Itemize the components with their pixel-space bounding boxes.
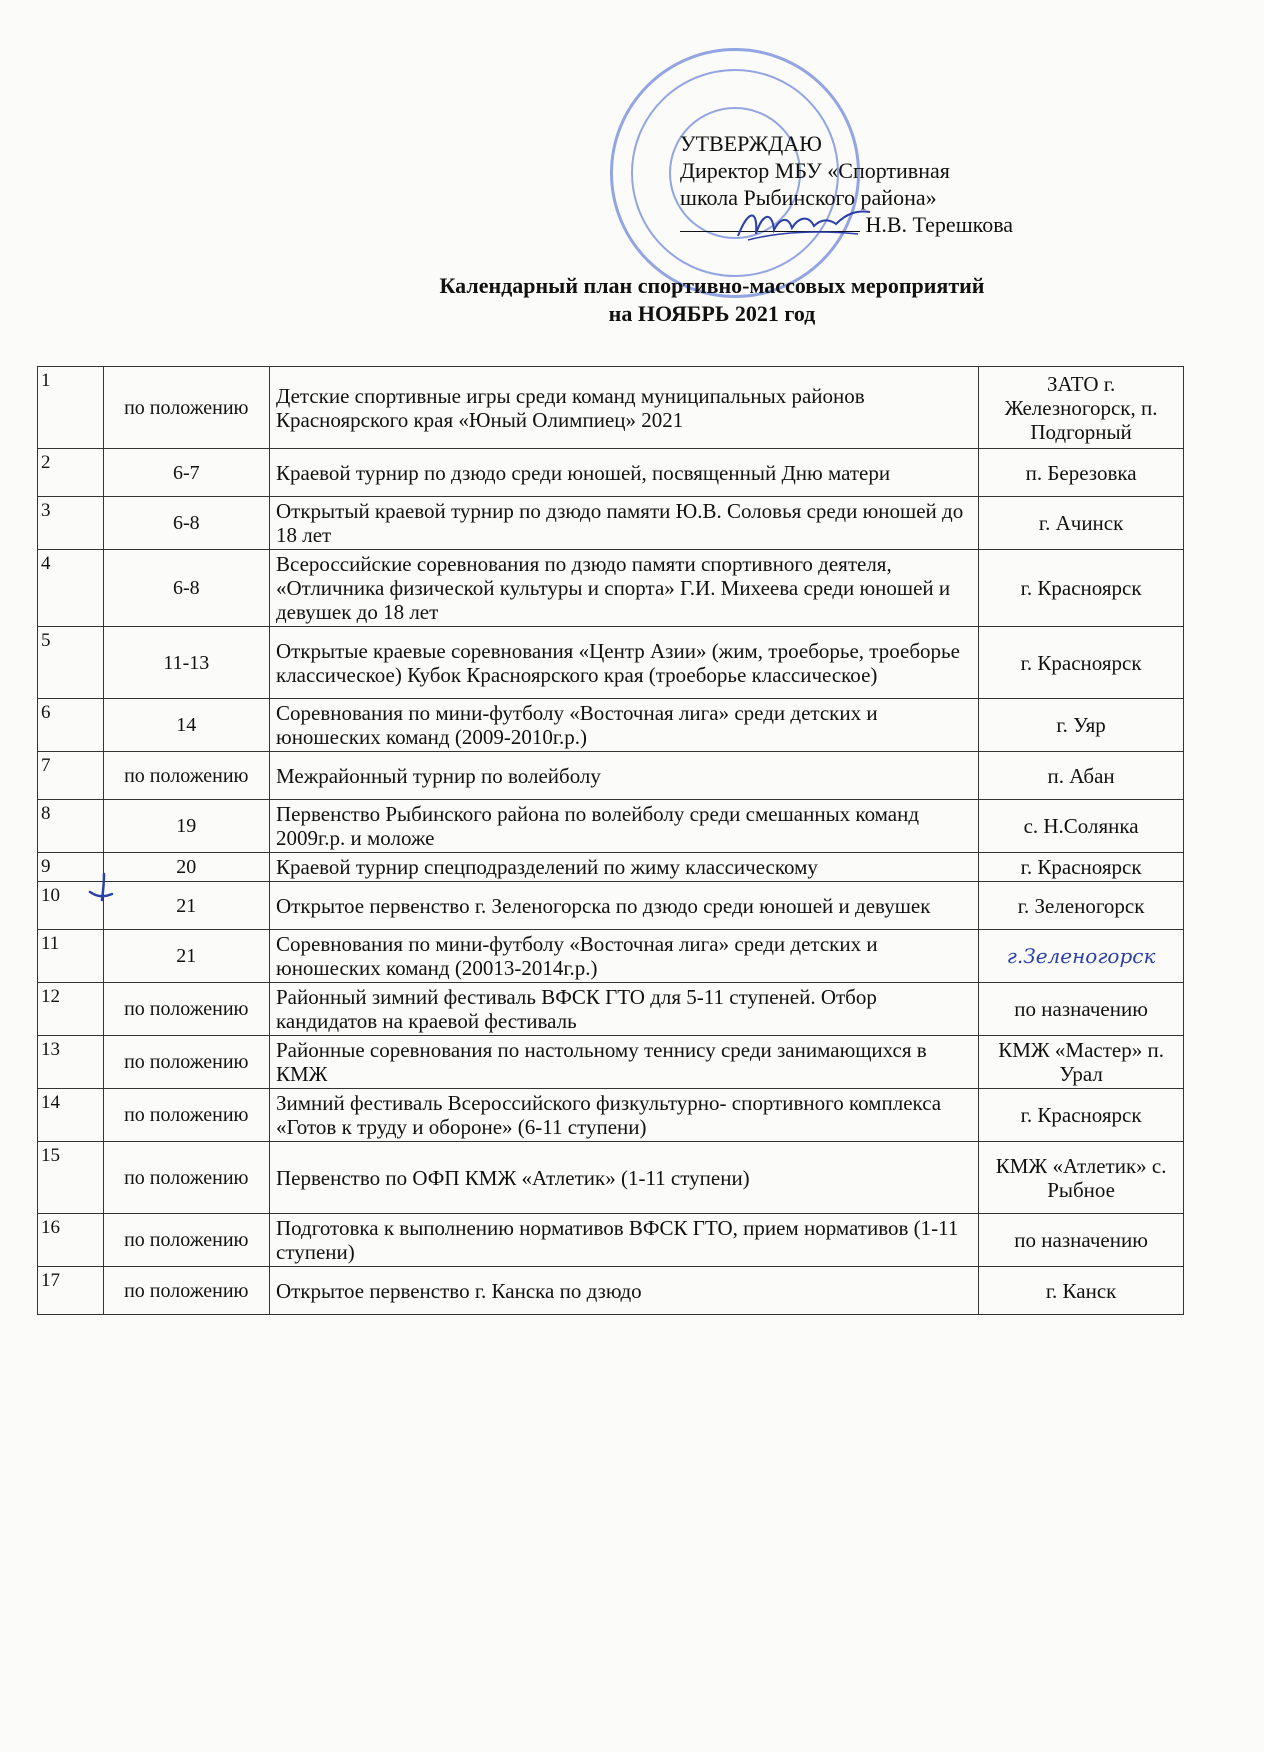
event-date: по положению <box>103 1214 269 1267</box>
table-row <box>38 882 1184 930</box>
event-date: по положению <box>103 1036 269 1089</box>
approval-organization: школа Рыбинского района» <box>680 185 937 210</box>
event-place: ЗАТО г. Железногорск, п. Подгорный <box>979 367 1184 449</box>
event-place: КМЖ «Мастер» п. Урал <box>979 1036 1184 1089</box>
event-place: г. Канск <box>979 1267 1184 1315</box>
event-date: 19 <box>103 800 269 853</box>
event-place: п. Березовка <box>979 449 1184 497</box>
event-date: по положению <box>103 367 269 449</box>
event-name: Зимний фестиваль Всероссийского физкультурно- спортивного комплекса «Готов к труду и обороне» (6-11 ступени) <box>270 1089 979 1142</box>
event-name: Соревнования по мини-футболу «Восточная лига» среди детских и юношеских команд (20013-2014г.р.) <box>270 930 979 983</box>
row-number: 15 <box>38 1142 104 1214</box>
row-number: 4 <box>38 550 104 627</box>
row-number: 2 <box>38 449 104 497</box>
row-number: 5 <box>38 627 104 699</box>
event-name: Всероссийские соревнования по дзюдо памяти спортивного деятеля, «Отличника физической культуры и спорта» Г.И. Михеева среди юношей и девушек до 18 лет <box>270 550 979 627</box>
event-place: КМЖ «Атлетик» с. Рыбное <box>979 1142 1184 1214</box>
event-name: Подготовка к выполнению нормативов ВФСК ГТО, прием нормативов (1-11 ступени) <box>270 1214 979 1267</box>
table-row <box>38 449 1184 497</box>
event-place: по назначению <box>979 1214 1184 1267</box>
event-place: по назначению <box>979 983 1184 1036</box>
event-date: 6-8 <box>103 497 269 550</box>
event-name: Краевой турнир по дзюдо среди юношей, посвященный Дню матери <box>270 449 979 497</box>
event-name: Открытое первенство г. Канска по дзюдо <box>270 1267 979 1315</box>
approval-position: Директор МБУ «Спортивная <box>680 158 950 183</box>
event-date: по положению <box>103 752 269 800</box>
row-number: 14 <box>38 1089 104 1142</box>
handwritten-checkmark <box>86 870 118 904</box>
event-place: г. Ачинск <box>979 497 1184 550</box>
event-name: Районные соревнования по настольному теннису среди занимающихся в КМЖ <box>270 1036 979 1089</box>
row-number: 7 <box>38 752 104 800</box>
approval-heading: УТВЕРЖДАЮ <box>680 131 822 156</box>
event-date: 21 <box>103 930 269 983</box>
row-number: 17 <box>38 1267 104 1315</box>
table-row <box>38 1142 1184 1214</box>
table-row <box>38 1214 1184 1267</box>
event-place: г. Красноярск <box>979 853 1184 882</box>
event-place: г. Зеленогорск <box>979 882 1184 930</box>
event-place: г.Зеленогорск <box>979 930 1184 983</box>
approval-signer: Н.В. Терешкова <box>865 212 1014 237</box>
table-row <box>38 1036 1184 1089</box>
event-place: г. Красноярск <box>979 1089 1184 1142</box>
event-date: 21 <box>103 882 269 930</box>
row-number: 8 <box>38 800 104 853</box>
table-row <box>38 550 1184 627</box>
event-place: с. Н.Солянка <box>979 800 1184 853</box>
row-number: 6 <box>38 699 104 752</box>
event-place: г. Красноярск <box>979 550 1184 627</box>
table-row <box>38 983 1184 1036</box>
event-date: 14 <box>103 699 269 752</box>
title-line-2: на НОЯБРЬ 2021 год <box>608 301 816 326</box>
event-name: Открытый краевой турнир по дзюдо памяти Ю.В. Соловья среди юношей до 18 лет <box>270 497 979 550</box>
event-date: по положению <box>103 1089 269 1142</box>
row-number: 9 <box>38 853 104 882</box>
event-place: п. Абан <box>979 752 1184 800</box>
row-number: 10 <box>38 882 104 930</box>
row-number: 16 <box>38 1214 104 1267</box>
table-row <box>38 853 1184 882</box>
events-table <box>37 366 1184 1315</box>
table-row <box>38 800 1184 853</box>
event-date: 11-13 <box>103 627 269 699</box>
table-row <box>38 367 1184 449</box>
event-place: г. Уяр <box>979 699 1184 752</box>
event-place: г. Красноярск <box>979 627 1184 699</box>
event-date: по положению <box>103 1267 269 1315</box>
event-date: 20 <box>103 853 269 882</box>
table-row <box>38 497 1184 550</box>
event-name: Первенство по ОФП КМЖ «Атлетик» (1-11 ступени) <box>270 1142 979 1214</box>
event-name: Районный зимний фестиваль ВФСК ГТО для 5-11 ступеней. Отбор кандидатов на краевой фестиваль <box>270 983 979 1036</box>
table-row <box>38 1267 1184 1315</box>
event-date: по положению <box>103 1142 269 1214</box>
event-name: Краевой турнир спецподразделений по жиму классическому <box>270 853 979 882</box>
row-number: 12 <box>38 983 104 1036</box>
event-name: Межрайонный турнир по волейболу <box>270 752 979 800</box>
row-number: 11 <box>38 930 104 983</box>
document-title <box>0 272 1264 328</box>
title-line-1: Календарный план спортивно-массовых мероприятий <box>439 273 985 298</box>
event-date: 6-7 <box>103 449 269 497</box>
event-name: Первенство Рыбинского района по волейболу среди смешанных команд 2009г.р. и моложе <box>270 800 979 853</box>
row-number: 3 <box>38 497 104 550</box>
table-row <box>38 752 1184 800</box>
table-row <box>38 930 1184 983</box>
row-number: 13 <box>38 1036 104 1089</box>
event-name: Открытое первенство г. Зеленогорска по дзюдо среди юношей и девушек <box>270 882 979 930</box>
event-name: Соревнования по мини-футболу «Восточная лига» среди детских и юношеских команд (2009-2010г.р.) <box>270 699 979 752</box>
table-row <box>38 1089 1184 1142</box>
event-date: по положению <box>103 983 269 1036</box>
table-row <box>38 627 1184 699</box>
table-row <box>38 699 1184 752</box>
events-table-body <box>38 367 1184 1315</box>
event-name: Открытые краевые соревнования «Центр Азии» (жим, троеборье, троеборье классическое) Кубок Красноярского края (троеборье классическое) <box>270 627 979 699</box>
event-date: 6-8 <box>103 550 269 627</box>
handwritten-signature <box>728 200 878 248</box>
event-name: Детские спортивные игры среди команд муниципальных районов Красноярского края «Юный Олимпиец» 2021 <box>270 367 979 449</box>
row-number: 1 <box>38 367 104 449</box>
